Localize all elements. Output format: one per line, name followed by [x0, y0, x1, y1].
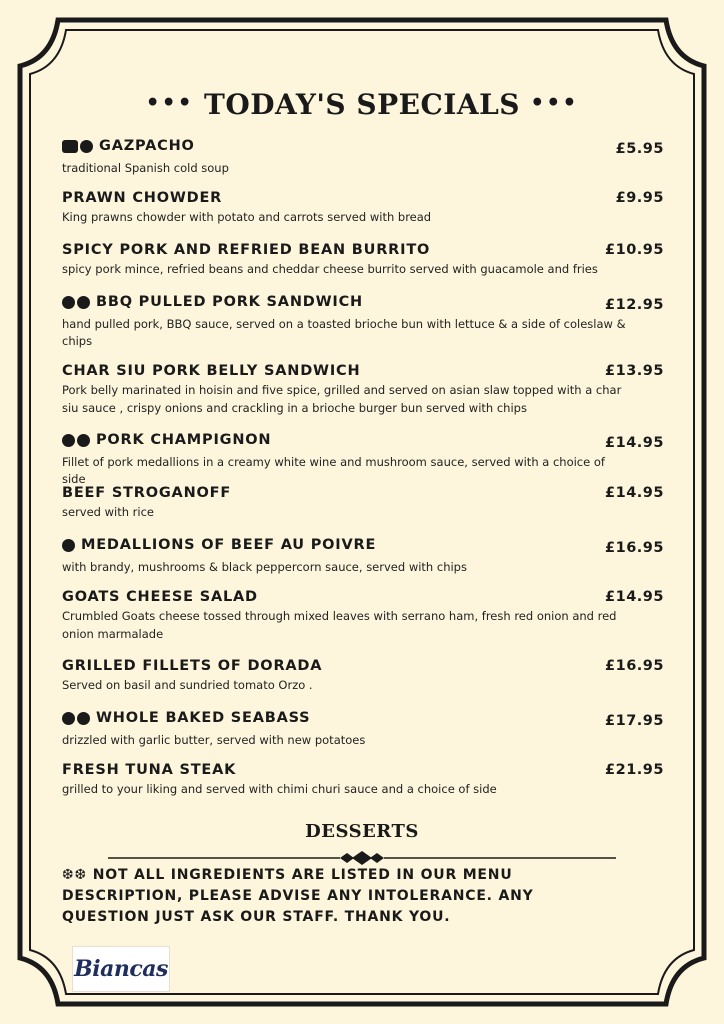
menu-item [62, 138, 664, 177]
menu-item-description: grilled to your liking and served with chimi churi sauce and a choice of side [62, 782, 497, 796]
menu-item [62, 294, 664, 351]
menu-item-title: MEDALLIONS OF BEEF AU POIVRE [81, 537, 377, 553]
menu-item-description: King prawns chowder with potato and carrots served with bread [62, 210, 432, 224]
logo-text: Biancas [74, 956, 168, 982]
dietary-d-icon [62, 296, 75, 309]
menu-item-description: Pork belly marinated in hoisin and five spice, grilled and served on asian slaw topped with a char siu sauce , crispy onions and crackling in a brioche burger bun served with chips [62, 383, 622, 415]
menu-item-header [62, 710, 664, 729]
menu-item-header [62, 190, 664, 206]
menu-item [62, 589, 664, 643]
menu-item-title: CHAR SIU PORK BELLY SANDWICH [62, 363, 361, 379]
dietary-icons [62, 539, 77, 552]
menu-item-name [62, 537, 376, 553]
biancas-logo [72, 946, 170, 992]
menu-item-name [62, 242, 430, 258]
menu-item-price: £13.95 [605, 363, 664, 379]
menu-item-name [62, 485, 231, 501]
menu-item-title: SPICY PORK AND REFRIED BEAN BURRITO [62, 242, 431, 258]
menu-item-description: traditional Spanish cold soup [62, 160, 229, 175]
dietary-icons [62, 434, 92, 447]
menu-item-price: £10.95 [605, 242, 664, 258]
menu-item-header [62, 363, 664, 379]
menu-item-name [62, 190, 222, 206]
menu-item [62, 363, 664, 417]
title-ornament-right: ••• [530, 90, 579, 116]
allergen-notice: ❆❆ NOT ALL INGREDIENTS ARE LISTED IN OUR MENU DESCRIPTION, PLEASE ADVISE ANY INTOLERANCE. ANY QUESTION JUST ASK OUR STAFF. THANK YOU. [62, 867, 534, 925]
menu-item-name [62, 363, 360, 379]
menu-item-name [62, 589, 258, 605]
menu-item-price: £9.95 [615, 190, 664, 206]
menu-item-description: hand pulled pork, BBQ sauce, served on a toasted brioche bun with lettuce & a side of coleslaw & chips [62, 316, 626, 348]
menu-item-price: £14.95 [605, 485, 664, 501]
menu-item-title: PORK CHAMPIGNON [96, 432, 272, 448]
menu-item-description: served with rice [62, 505, 155, 519]
dietary-vegan-icon [62, 140, 78, 153]
menu-item-name [62, 294, 363, 310]
menu-item-price: £17.95 [605, 712, 664, 729]
dietary-icons [62, 296, 92, 309]
menu-item-name [62, 762, 236, 778]
menu-item [62, 485, 664, 522]
dietary-icons [62, 140, 95, 153]
menu-item-header [62, 658, 664, 674]
menu-item [62, 537, 664, 576]
menu-item [62, 242, 664, 279]
menu-item-title: GAZPACHO [99, 138, 195, 154]
menu-item-header [62, 138, 664, 157]
menu-item-description: Crumbled Goats cheese tossed through mixed leaves with serrano ham, fresh red onion and red onion marmalade [62, 609, 617, 641]
dietary-gf-icon [77, 434, 90, 447]
menu-item-price: £12.95 [605, 296, 664, 313]
page-title [0, 88, 724, 121]
menu-item-description: Fillet of pork medallions in a creamy white wine and mushroom sauce, served with a choice of side [62, 454, 605, 486]
dietary-gf-icon [62, 539, 75, 552]
menu-item-name [62, 658, 322, 674]
menu-item-title: BBQ PULLED PORK SANDWICH [96, 294, 363, 310]
menu-item-description: drizzled with garlic butter, served with new potatoes [62, 732, 366, 747]
menu-item-description: spicy pork mince, refried beans and cheddar cheese burrito served with guacamole and fries [62, 262, 598, 276]
dietary-icons [62, 712, 92, 725]
menu-item-description: Served on basil and sundried tomato Orzo . [62, 678, 313, 692]
menu-item-header [62, 537, 664, 556]
menu-item-header [62, 294, 664, 313]
menu-item-price: £14.95 [605, 434, 664, 451]
dietary-gf-icon [77, 712, 90, 725]
menu-item-title: WHOLE BAKED SEABASS [96, 710, 311, 726]
menu-item-price: £21.95 [605, 762, 664, 778]
menu-item [62, 762, 664, 799]
menu-item-price: £5.95 [615, 140, 664, 157]
menu-item [62, 190, 664, 227]
menu-item [62, 710, 664, 749]
menu-item-header [62, 762, 664, 778]
menu-item-title: GOATS CHEESE SALAD [62, 589, 258, 605]
menu-item-header [62, 485, 664, 501]
menu-item-name [62, 138, 195, 154]
dietary-m-icon [62, 434, 75, 447]
menu-item-price: £14.95 [605, 589, 664, 605]
menu-item-header [62, 242, 664, 258]
dietary-fish-icon [62, 712, 75, 725]
menu-item [62, 658, 664, 695]
menu-item-description: with brandy, mushrooms & black peppercorn sauce, served with chips [62, 559, 467, 574]
dietary-m-icon [77, 296, 90, 309]
menu-item-name [62, 710, 310, 726]
menu-item-header [62, 432, 664, 451]
menu-item-price: £16.95 [605, 539, 664, 556]
menu-item-price: £16.95 [605, 658, 664, 674]
dietary-v-icon [80, 140, 93, 153]
menu-item [62, 432, 664, 489]
menu-item-name [62, 432, 271, 448]
menu-item-title: PRAWN CHOWDER [62, 190, 223, 206]
menu-item-title: BEEF STROGANOFF [62, 485, 232, 501]
menu-item-title: GRILLED FILLETS OF DORADA [62, 658, 323, 674]
menu-item-title: FRESH TUNA STEAK [62, 762, 237, 778]
menu-item-header [62, 589, 664, 605]
desserts-heading: DESSERTS [305, 821, 419, 842]
title-text: TODAY'S SPECIALS [204, 88, 520, 121]
title-ornament-left: ••• [145, 90, 194, 116]
